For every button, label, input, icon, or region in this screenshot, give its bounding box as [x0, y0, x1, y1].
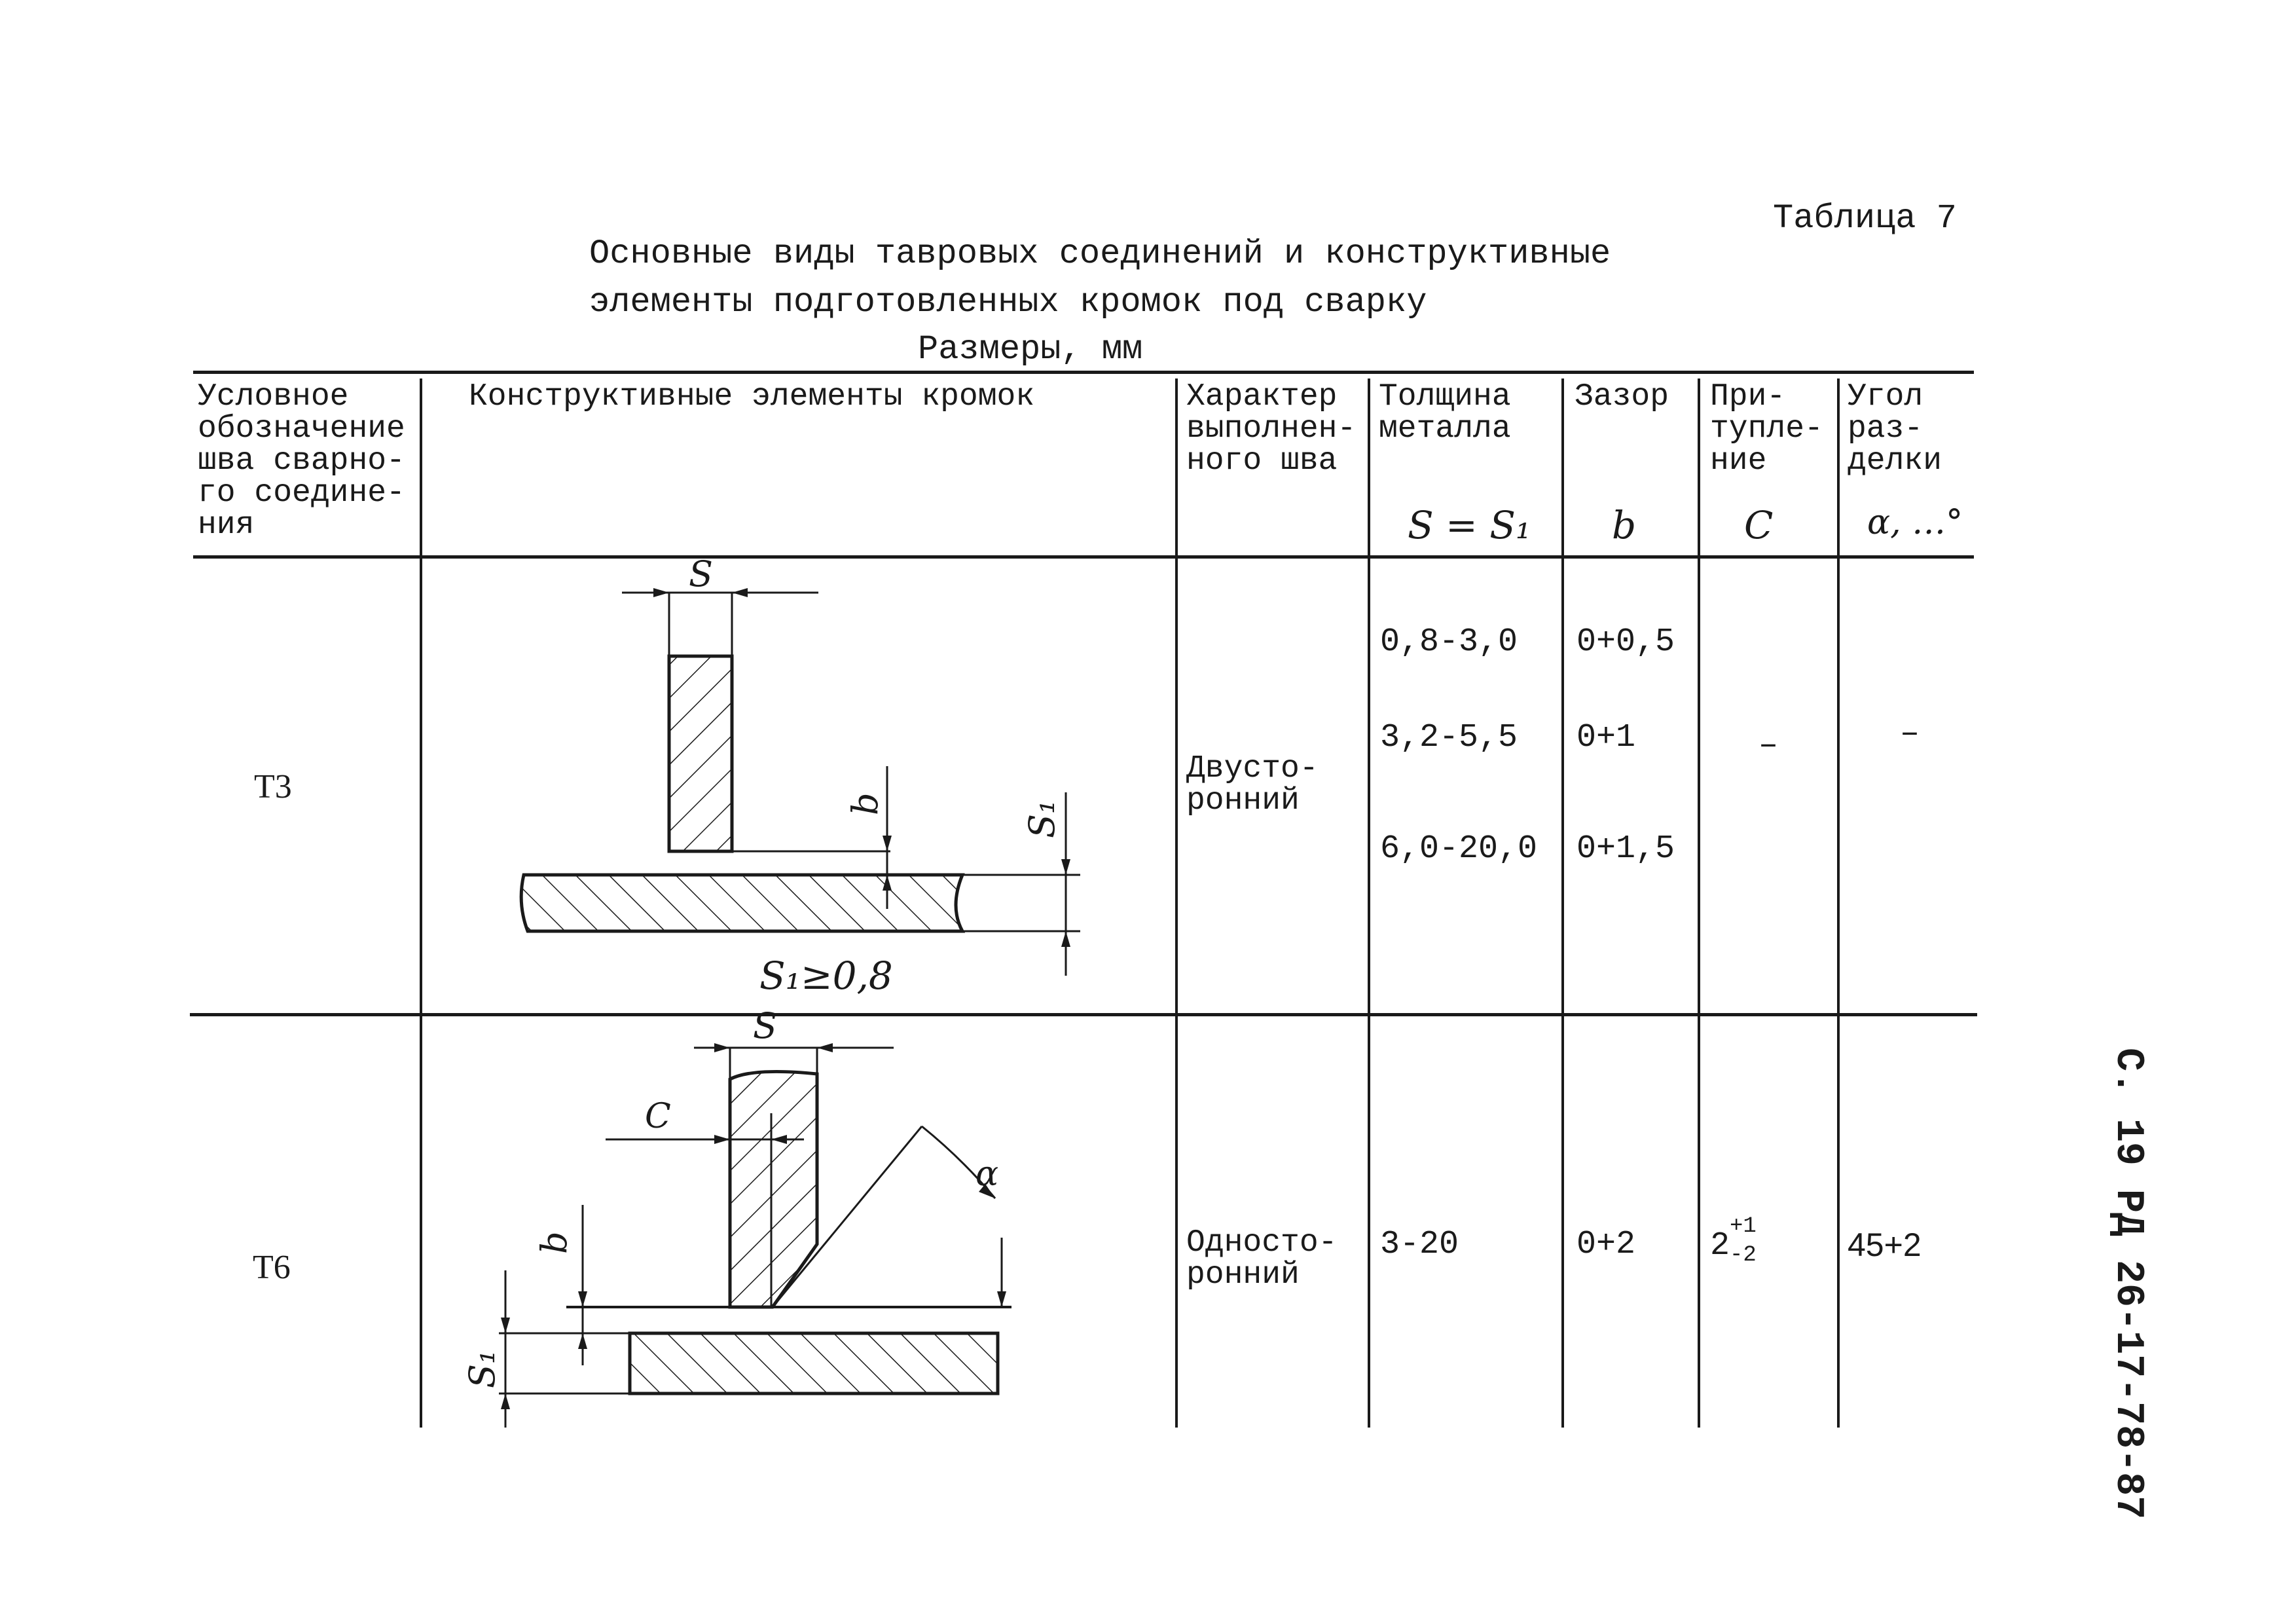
table-units: Размеры, мм — [918, 330, 1143, 369]
t6-vertical-plate — [730, 1071, 817, 1307]
table-label: Таблица 7 — [1773, 199, 1957, 238]
header-seam-type: Характер выполнен- ного шва — [1186, 379, 1357, 479]
row-t3-gap-3: 0+1,5 — [1576, 830, 1675, 868]
t6-label-s: S — [753, 1005, 777, 1046]
row-t6-bluntness-base: 2 — [1710, 1227, 1730, 1264]
t6-label-b: b — [534, 1231, 575, 1254]
t3-label-s1: S₁ — [1021, 800, 1063, 838]
row-t3-thickness-2: 3,2-5,5 — [1380, 719, 1518, 756]
header-designation: Условное обозначение шва сварно- го соедине- ния — [198, 379, 405, 543]
row-t6-angle: 45+2 — [1848, 1227, 1922, 1263]
t3-label-s: S — [689, 553, 713, 595]
header-thickness: Толщина металла — [1379, 379, 1511, 447]
row-t6-thickness: 3-20 — [1380, 1226, 1459, 1263]
row-t3-thickness-1: 0,8-3,0 — [1380, 623, 1518, 661]
row-t3-thickness-3: 6,0-20,0 — [1380, 830, 1538, 868]
row-t3-angle: – — [1900, 715, 1920, 752]
header-symbol-thickness: S = S₁ — [1408, 503, 1531, 547]
table-title-line2: элементы подготовленных кромок под сварку — [589, 283, 1427, 322]
row-t3-designation: Т3 — [254, 768, 292, 805]
page-reference: С. 19 РД 26-17-78-87 — [2105, 1048, 2150, 1520]
row-t3-gap-2: 0+1 — [1576, 719, 1636, 756]
row-t3-gap-1: 0+0,5 — [1576, 623, 1675, 661]
header-angle: Угол раз- делки — [1848, 379, 1942, 479]
header-symbol-bluntness: C — [1744, 503, 1774, 547]
row-t3-bluntness: – — [1758, 727, 1779, 764]
row-t6-bluntness-sup: +1 — [1730, 1214, 1757, 1239]
header-gap: Зазор — [1575, 379, 1669, 415]
row-t6-bluntness-sub: -2 — [1730, 1243, 1757, 1268]
t3-label-b: b — [845, 792, 886, 815]
row-t6-designation: Т6 — [253, 1249, 291, 1286]
t6-label-c: C — [645, 1097, 671, 1136]
header-elements: Конструктивные элементы кромок — [469, 379, 1035, 415]
t6-label-s1: S₁ — [462, 1350, 503, 1388]
t3-label-note: S₁≥0,8 — [759, 953, 893, 998]
table-title-line1: Основные виды тавровых соединений и конструктивные — [589, 234, 1611, 273]
t6-horizontal-plate — [630, 1333, 998, 1393]
row-t6-seam-type: Односто- ронний — [1186, 1225, 1338, 1293]
header-symbol-angle: α, …° — [1867, 503, 1963, 542]
t6-label-alpha: α — [975, 1154, 999, 1194]
row-t6-gap: 0+2 — [1576, 1226, 1636, 1263]
row-t3-seam-type: Двусто- ронний — [1186, 751, 1319, 819]
header-bluntness: При- тупле- ние — [1710, 379, 1823, 479]
header-symbol-gap: b — [1612, 503, 1637, 547]
